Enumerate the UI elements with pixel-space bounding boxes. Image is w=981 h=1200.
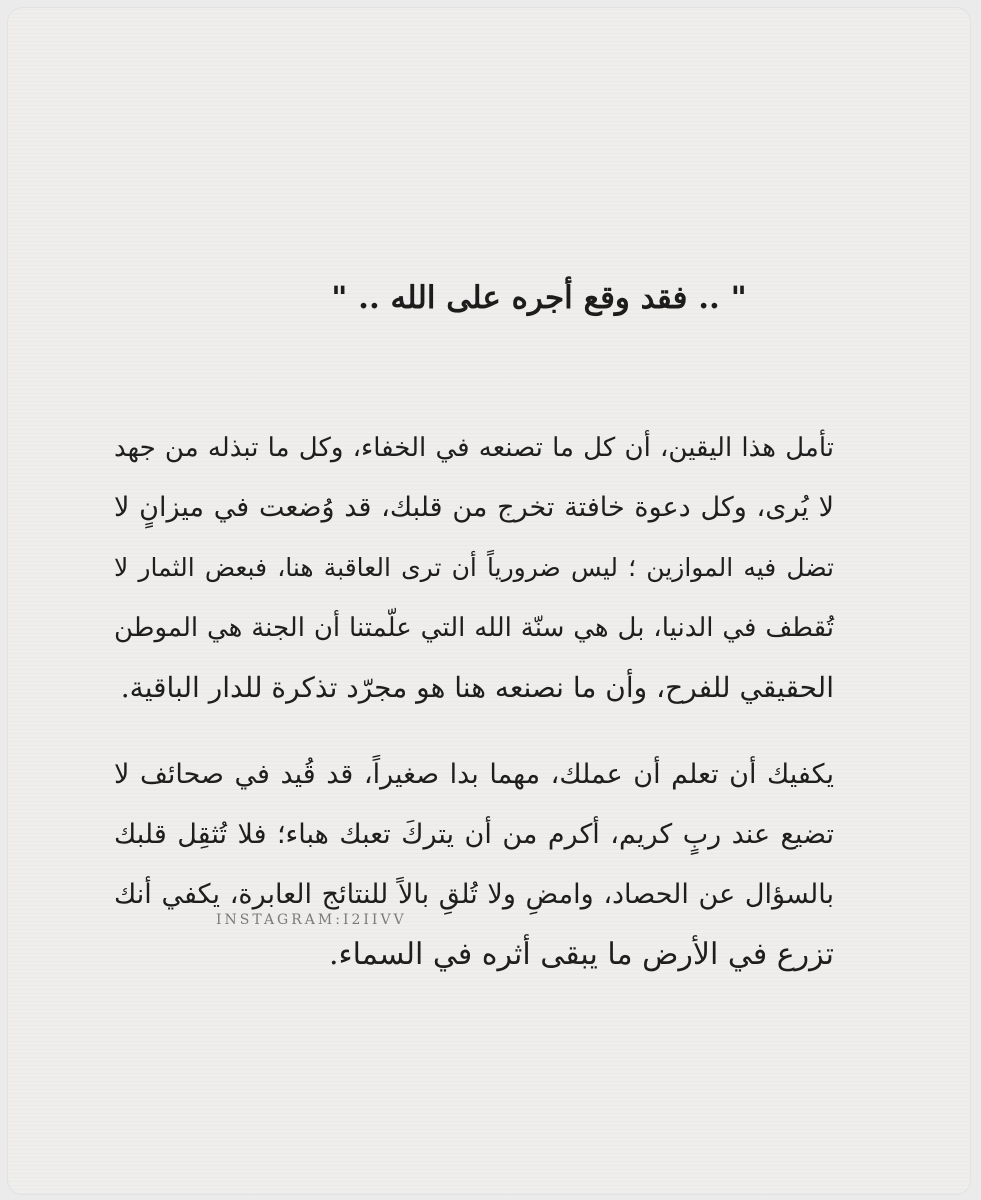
paragraph-1-line-4: تُقطف في الدنيا، بل هي سنّة الله التي علّمتنا أن الجنة هي الموطن [114,613,834,643]
paragraph-1-line-2: لا يُرى، وكل دعوة خافتة تخرج من قلبك، قد وُضعت في ميزانٍ لا [114,492,834,523]
paragraph-2-line-3: بالسؤال عن الحصاد، وامضِ ولا تُلقِ بالاً للنتائج العابرة، يكفي أنك [114,879,834,910]
instagram-watermark: INSTAGRAM:I2IIVV [216,912,407,928]
paragraph-2 [114,745,834,985]
paragraph-2-line-1: يكفيك أن تعلم أن عملك، مهما بدا صغيراً، قد قُيد في صحائف لا [114,759,834,790]
paragraph-2-line-4: تزرع في الأرض ما يبقى أثره في السماء. [328,937,834,972]
paragraph-1-line-1: تأمل هذا اليقين، أن كل ما تصنعه في الخفاء، وكل ما تبذله من جهد [114,433,834,463]
quote-title: " .. فقد وقع أجره على الله .. " [331,280,747,316]
paragraph-1-line-3: تضل فيه الموازين ؛ ليس ضرورياً أن ترى العاقبة هنا، فبعض الثمار لا [114,553,834,582]
paragraph-1 [114,418,834,718]
paper-card [8,8,970,1194]
paragraph-1-line-5: الحقيقي للفرح، وأن ما نصنعه هنا هو مجرّد تذكرة للدار الباقية. [120,671,834,704]
paragraph-2-line-2: تضيع عند ربٍ كريم، أكرم من أن يتركَ تعبك هباء؛ فلا تُثقِل قلبك [114,819,834,850]
